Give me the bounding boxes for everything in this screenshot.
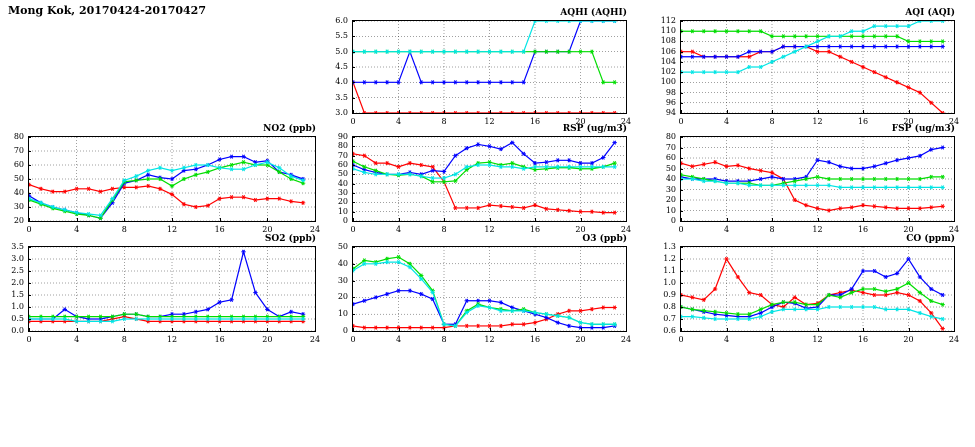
- y-tick-label: 1.5: [11, 290, 24, 299]
- x-tick-mark: [727, 218, 728, 221]
- chart-title-no2: NO2 (ppb): [263, 124, 316, 134]
- y-tick-label: 2.0: [11, 278, 24, 287]
- y-tick-mark: [28, 271, 31, 272]
- x-tick-label: 8: [121, 335, 127, 344]
- y-tick-mark: [28, 247, 31, 248]
- x-tick-mark: [315, 328, 316, 331]
- y-tick-label: 60: [13, 160, 24, 169]
- x-tick-mark: [581, 110, 582, 113]
- y-tick-label: 40: [337, 258, 348, 268]
- x-tick-mark: [444, 218, 445, 221]
- y-tick-mark: [352, 146, 355, 147]
- y-tick-label: 10: [337, 206, 348, 216]
- plot-area-co: [680, 246, 955, 332]
- x-tick-label: 4: [395, 225, 402, 234]
- y-tick-mark: [28, 221, 31, 222]
- y-tick-label: 0: [342, 216, 348, 225]
- x-tick-mark: [267, 328, 268, 331]
- y-tick-mark: [680, 247, 683, 248]
- y-tick-mark: [680, 93, 683, 94]
- chart-title-aqhi: AQHI (AQHI): [560, 8, 627, 18]
- x-tick-label: 8: [441, 225, 447, 234]
- x-tick-label: 4: [723, 225, 730, 234]
- x-tick-label: 12: [484, 225, 495, 234]
- x-tick-label: 0: [26, 225, 32, 234]
- x-tick-label: 20: [262, 335, 273, 344]
- y-tick-label: 98: [665, 87, 676, 97]
- y-tick-mark: [352, 184, 355, 185]
- plot-area-no2: [28, 136, 316, 222]
- x-tick-mark: [581, 218, 582, 221]
- y-tick-mark: [680, 319, 683, 320]
- y-tick-label: 50: [13, 174, 24, 183]
- y-tick-mark: [352, 314, 355, 315]
- y-tick-label: 4.5: [335, 62, 348, 71]
- x-tick-mark: [172, 218, 173, 221]
- y-tick-label: 6.0: [335, 16, 348, 25]
- y-tick-mark: [680, 307, 683, 308]
- x-tick-mark: [353, 218, 354, 221]
- x-tick-mark: [818, 218, 819, 221]
- y-tick-mark: [680, 158, 683, 159]
- y-tick-label: 94: [665, 108, 676, 117]
- y-tick-mark: [28, 207, 31, 208]
- chart-title-rsp: RSP (ug/m3): [562, 124, 627, 134]
- x-tick-mark: [399, 328, 400, 331]
- x-tick-mark: [772, 110, 773, 113]
- x-tick-mark: [77, 328, 78, 331]
- page-title: Mong Kok, 20170424-20170427: [8, 4, 206, 17]
- x-tick-mark: [863, 110, 864, 113]
- chart-title-aqi: AQI (AQI): [905, 8, 955, 18]
- x-tick-label: 8: [769, 335, 775, 344]
- y-tick-label: 40: [337, 178, 348, 188]
- y-tick-label: 1.1: [663, 266, 676, 275]
- y-tick-mark: [28, 137, 31, 138]
- y-tick-label: 70: [13, 146, 24, 155]
- x-tick-mark: [772, 328, 773, 331]
- x-tick-mark: [727, 110, 728, 113]
- y-tick-label: 2.5: [11, 266, 24, 275]
- y-tick-label: 0: [342, 326, 348, 335]
- x-tick-label: 16: [214, 335, 225, 344]
- y-tick-mark: [28, 179, 31, 180]
- x-tick-mark: [444, 110, 445, 113]
- y-tick-mark: [352, 98, 355, 99]
- x-tick-mark: [172, 328, 173, 331]
- x-tick-mark: [399, 110, 400, 113]
- x-tick-label: 12: [484, 117, 495, 126]
- x-tick-label: 4: [723, 117, 730, 126]
- y-tick-label: 50: [337, 169, 348, 179]
- y-tick-label: 1.0: [663, 278, 676, 287]
- y-tick-label: 108: [660, 36, 676, 46]
- x-tick-label: 24: [948, 225, 960, 234]
- x-tick-mark: [818, 110, 819, 113]
- plot-area-fsp: [680, 136, 955, 222]
- y-tick-mark: [680, 137, 683, 138]
- x-tick-label: 12: [484, 335, 495, 344]
- x-tick-label: 16: [857, 335, 869, 344]
- y-tick-mark: [680, 283, 683, 284]
- x-tick-label: 12: [812, 225, 823, 234]
- y-tick-label: 20: [337, 197, 348, 207]
- x-tick-mark: [909, 328, 910, 331]
- y-tick-label: 112: [660, 16, 676, 25]
- y-tick-mark: [680, 52, 683, 53]
- plot-area-o3: [352, 246, 627, 332]
- x-tick-label: 8: [769, 225, 775, 234]
- y-tick-label: 0.6: [663, 326, 676, 335]
- x-tick-label: 12: [812, 117, 823, 126]
- y-tick-mark: [680, 31, 683, 32]
- y-tick-label: 30: [13, 202, 24, 211]
- chart-title-fsp: FSP (ug/m3): [891, 124, 955, 134]
- x-tick-label: 4: [395, 117, 402, 126]
- x-tick-mark: [626, 218, 627, 221]
- y-tick-label: 1.0: [11, 302, 24, 311]
- y-tick-label: 60: [337, 160, 348, 169]
- y-tick-label: 1.2: [663, 254, 676, 263]
- x-tick-label: 24: [309, 335, 321, 344]
- y-tick-mark: [28, 295, 31, 296]
- y-tick-mark: [680, 211, 683, 212]
- x-tick-mark: [772, 218, 773, 221]
- y-tick-mark: [680, 295, 683, 296]
- y-tick-label: 10: [337, 309, 348, 319]
- y-tick-label: 3.5: [335, 92, 348, 102]
- y-tick-mark: [352, 67, 355, 68]
- x-tick-label: 16: [857, 225, 869, 234]
- y-tick-mark: [352, 202, 355, 203]
- x-tick-mark: [220, 328, 221, 331]
- x-tick-mark: [29, 218, 30, 221]
- y-tick-label: 0.7: [663, 314, 676, 323]
- y-tick-mark: [680, 190, 683, 191]
- y-tick-mark: [352, 212, 355, 213]
- y-tick-label: 5.0: [335, 46, 348, 56]
- y-tick-mark: [680, 169, 683, 170]
- x-tick-mark: [444, 328, 445, 331]
- x-tick-label: 24: [620, 225, 632, 234]
- plot-area-aqi: [680, 20, 955, 114]
- x-tick-mark: [535, 110, 536, 113]
- x-tick-mark: [727, 328, 728, 331]
- x-tick-mark: [490, 218, 491, 221]
- x-tick-label: 16: [529, 225, 541, 234]
- y-tick-mark: [352, 331, 355, 332]
- y-tick-mark: [352, 82, 355, 83]
- y-tick-mark: [352, 156, 355, 157]
- x-tick-label: 0: [26, 335, 32, 344]
- x-tick-mark: [490, 328, 491, 331]
- x-tick-label: 20: [575, 225, 586, 234]
- x-tick-label: 0: [350, 117, 356, 126]
- y-tick-mark: [352, 137, 355, 138]
- x-tick-mark: [909, 218, 910, 221]
- y-tick-mark: [28, 331, 31, 332]
- x-tick-label: 8: [769, 117, 775, 126]
- x-tick-mark: [863, 328, 864, 331]
- x-tick-label: 20: [903, 335, 914, 344]
- x-tick-mark: [353, 328, 354, 331]
- x-tick-label: 24: [309, 225, 321, 234]
- x-tick-label: 0: [350, 225, 356, 234]
- chart-title-so2: SO2 (ppb): [264, 234, 316, 244]
- y-tick-label: 0.9: [663, 290, 676, 299]
- x-tick-mark: [29, 328, 30, 331]
- x-tick-label: 0: [678, 117, 684, 126]
- x-tick-label: 16: [529, 117, 541, 126]
- x-tick-mark: [77, 218, 78, 221]
- y-tick-label: 80: [13, 132, 24, 141]
- x-tick-mark: [954, 328, 955, 331]
- y-tick-mark: [680, 103, 683, 104]
- y-tick-label: 0.5: [11, 314, 24, 323]
- y-tick-label: 20: [337, 292, 348, 302]
- plot-area-aqhi: [352, 20, 627, 114]
- x-tick-label: 24: [948, 117, 960, 126]
- y-tick-label: 70: [665, 142, 676, 152]
- x-tick-label: 24: [948, 335, 960, 344]
- y-tick-label: 3.5: [11, 242, 24, 251]
- y-tick-label: 70: [337, 150, 348, 160]
- x-tick-label: 16: [214, 225, 225, 234]
- y-tick-mark: [352, 193, 355, 194]
- x-tick-mark: [818, 328, 819, 331]
- y-tick-label: 40: [13, 188, 24, 197]
- x-tick-mark: [220, 218, 221, 221]
- y-tick-label: 104: [660, 56, 676, 66]
- y-tick-mark: [352, 113, 355, 114]
- x-tick-mark: [626, 328, 627, 331]
- x-tick-label: 20: [575, 335, 586, 344]
- x-tick-label: 4: [74, 335, 80, 344]
- x-tick-mark: [124, 328, 125, 331]
- y-tick-mark: [28, 151, 31, 152]
- y-tick-mark: [352, 281, 355, 282]
- y-tick-label: 96: [665, 97, 676, 107]
- y-tick-mark: [28, 283, 31, 284]
- y-tick-label: 1.3: [663, 242, 676, 251]
- y-tick-label: 106: [660, 46, 676, 56]
- x-tick-mark: [681, 328, 682, 331]
- y-tick-mark: [352, 36, 355, 37]
- x-tick-mark: [954, 218, 955, 221]
- y-tick-mark: [352, 297, 355, 298]
- y-tick-mark: [352, 21, 355, 22]
- x-tick-mark: [399, 218, 400, 221]
- y-tick-mark: [680, 62, 683, 63]
- y-tick-label: 0: [670, 216, 676, 225]
- x-tick-label: 4: [74, 225, 80, 234]
- y-tick-mark: [352, 247, 355, 248]
- y-tick-label: 5.5: [335, 31, 348, 41]
- y-tick-label: 30: [337, 275, 348, 285]
- y-tick-label: 20: [665, 195, 676, 204]
- chart-title-co: CO (ppm): [906, 234, 955, 244]
- x-tick-mark: [909, 110, 910, 113]
- x-tick-label: 20: [262, 225, 273, 234]
- y-tick-label: 50: [337, 242, 348, 251]
- x-tick-label: 16: [529, 335, 541, 344]
- x-tick-label: 12: [166, 335, 178, 344]
- x-tick-mark: [626, 110, 627, 113]
- plot-area-rsp: [352, 136, 627, 222]
- y-tick-mark: [680, 21, 683, 22]
- y-tick-mark: [28, 193, 31, 194]
- y-tick-mark: [680, 82, 683, 83]
- y-tick-mark: [680, 221, 683, 222]
- y-tick-label: 80: [337, 141, 348, 151]
- y-tick-mark: [680, 179, 683, 180]
- x-tick-label: 12: [812, 335, 823, 344]
- y-tick-mark: [680, 113, 683, 114]
- x-tick-mark: [863, 218, 864, 221]
- y-tick-mark: [352, 174, 355, 175]
- y-tick-label: 60: [665, 153, 676, 162]
- x-tick-label: 8: [441, 335, 447, 344]
- x-tick-label: 12: [166, 225, 178, 234]
- y-tick-label: 110: [660, 26, 676, 36]
- y-tick-mark: [680, 148, 683, 149]
- x-tick-label: 4: [723, 335, 730, 344]
- x-tick-label: 20: [575, 117, 586, 126]
- y-tick-mark: [352, 165, 355, 166]
- y-tick-mark: [28, 307, 31, 308]
- chart-title-o3: O3 (ppb): [582, 234, 627, 244]
- y-tick-mark: [352, 264, 355, 265]
- y-tick-mark: [352, 52, 355, 53]
- x-tick-label: 24: [620, 117, 632, 126]
- y-tick-label: 100: [660, 77, 676, 87]
- y-tick-label: 102: [660, 67, 676, 77]
- x-tick-label: 20: [903, 225, 914, 234]
- y-tick-mark: [680, 331, 683, 332]
- x-tick-mark: [535, 328, 536, 331]
- x-tick-label: 8: [441, 117, 447, 126]
- y-tick-mark: [680, 72, 683, 73]
- x-tick-mark: [581, 328, 582, 331]
- x-tick-mark: [353, 110, 354, 113]
- x-tick-label: 4: [395, 335, 402, 344]
- x-tick-label: 0: [678, 225, 684, 234]
- plot-area-so2: [28, 246, 316, 332]
- x-tick-label: 8: [121, 225, 127, 234]
- y-tick-mark: [680, 271, 683, 272]
- x-tick-mark: [124, 218, 125, 221]
- x-tick-mark: [267, 218, 268, 221]
- x-tick-label: 16: [857, 117, 869, 126]
- x-tick-mark: [954, 110, 955, 113]
- y-tick-label: 0.8: [663, 302, 676, 311]
- y-tick-mark: [28, 319, 31, 320]
- x-tick-mark: [681, 110, 682, 113]
- y-tick-label: 3.0: [11, 254, 24, 263]
- y-tick-label: 10: [665, 205, 676, 215]
- x-tick-label: 24: [620, 335, 632, 344]
- y-tick-label: 30: [337, 188, 348, 197]
- y-tick-label: 30: [665, 184, 676, 194]
- x-tick-label: 20: [903, 117, 914, 126]
- x-tick-mark: [490, 110, 491, 113]
- y-tick-label: 80: [665, 132, 676, 141]
- x-tick-mark: [535, 218, 536, 221]
- x-tick-mark: [315, 218, 316, 221]
- y-tick-mark: [28, 259, 31, 260]
- x-tick-mark: [681, 218, 682, 221]
- y-tick-label: 20: [13, 216, 24, 225]
- y-tick-label: 50: [665, 163, 676, 173]
- y-tick-label: 0.0: [11, 326, 24, 335]
- x-tick-label: 0: [350, 335, 356, 344]
- y-tick-mark: [352, 221, 355, 222]
- y-tick-label: 90: [337, 132, 348, 141]
- x-tick-label: 0: [678, 335, 684, 344]
- y-tick-mark: [28, 165, 31, 166]
- y-tick-mark: [680, 259, 683, 260]
- y-tick-label: 3.0: [335, 108, 348, 117]
- y-tick-label: 4.0: [335, 77, 348, 87]
- y-tick-mark: [680, 200, 683, 201]
- y-tick-label: 40: [665, 174, 676, 183]
- y-tick-mark: [680, 41, 683, 42]
